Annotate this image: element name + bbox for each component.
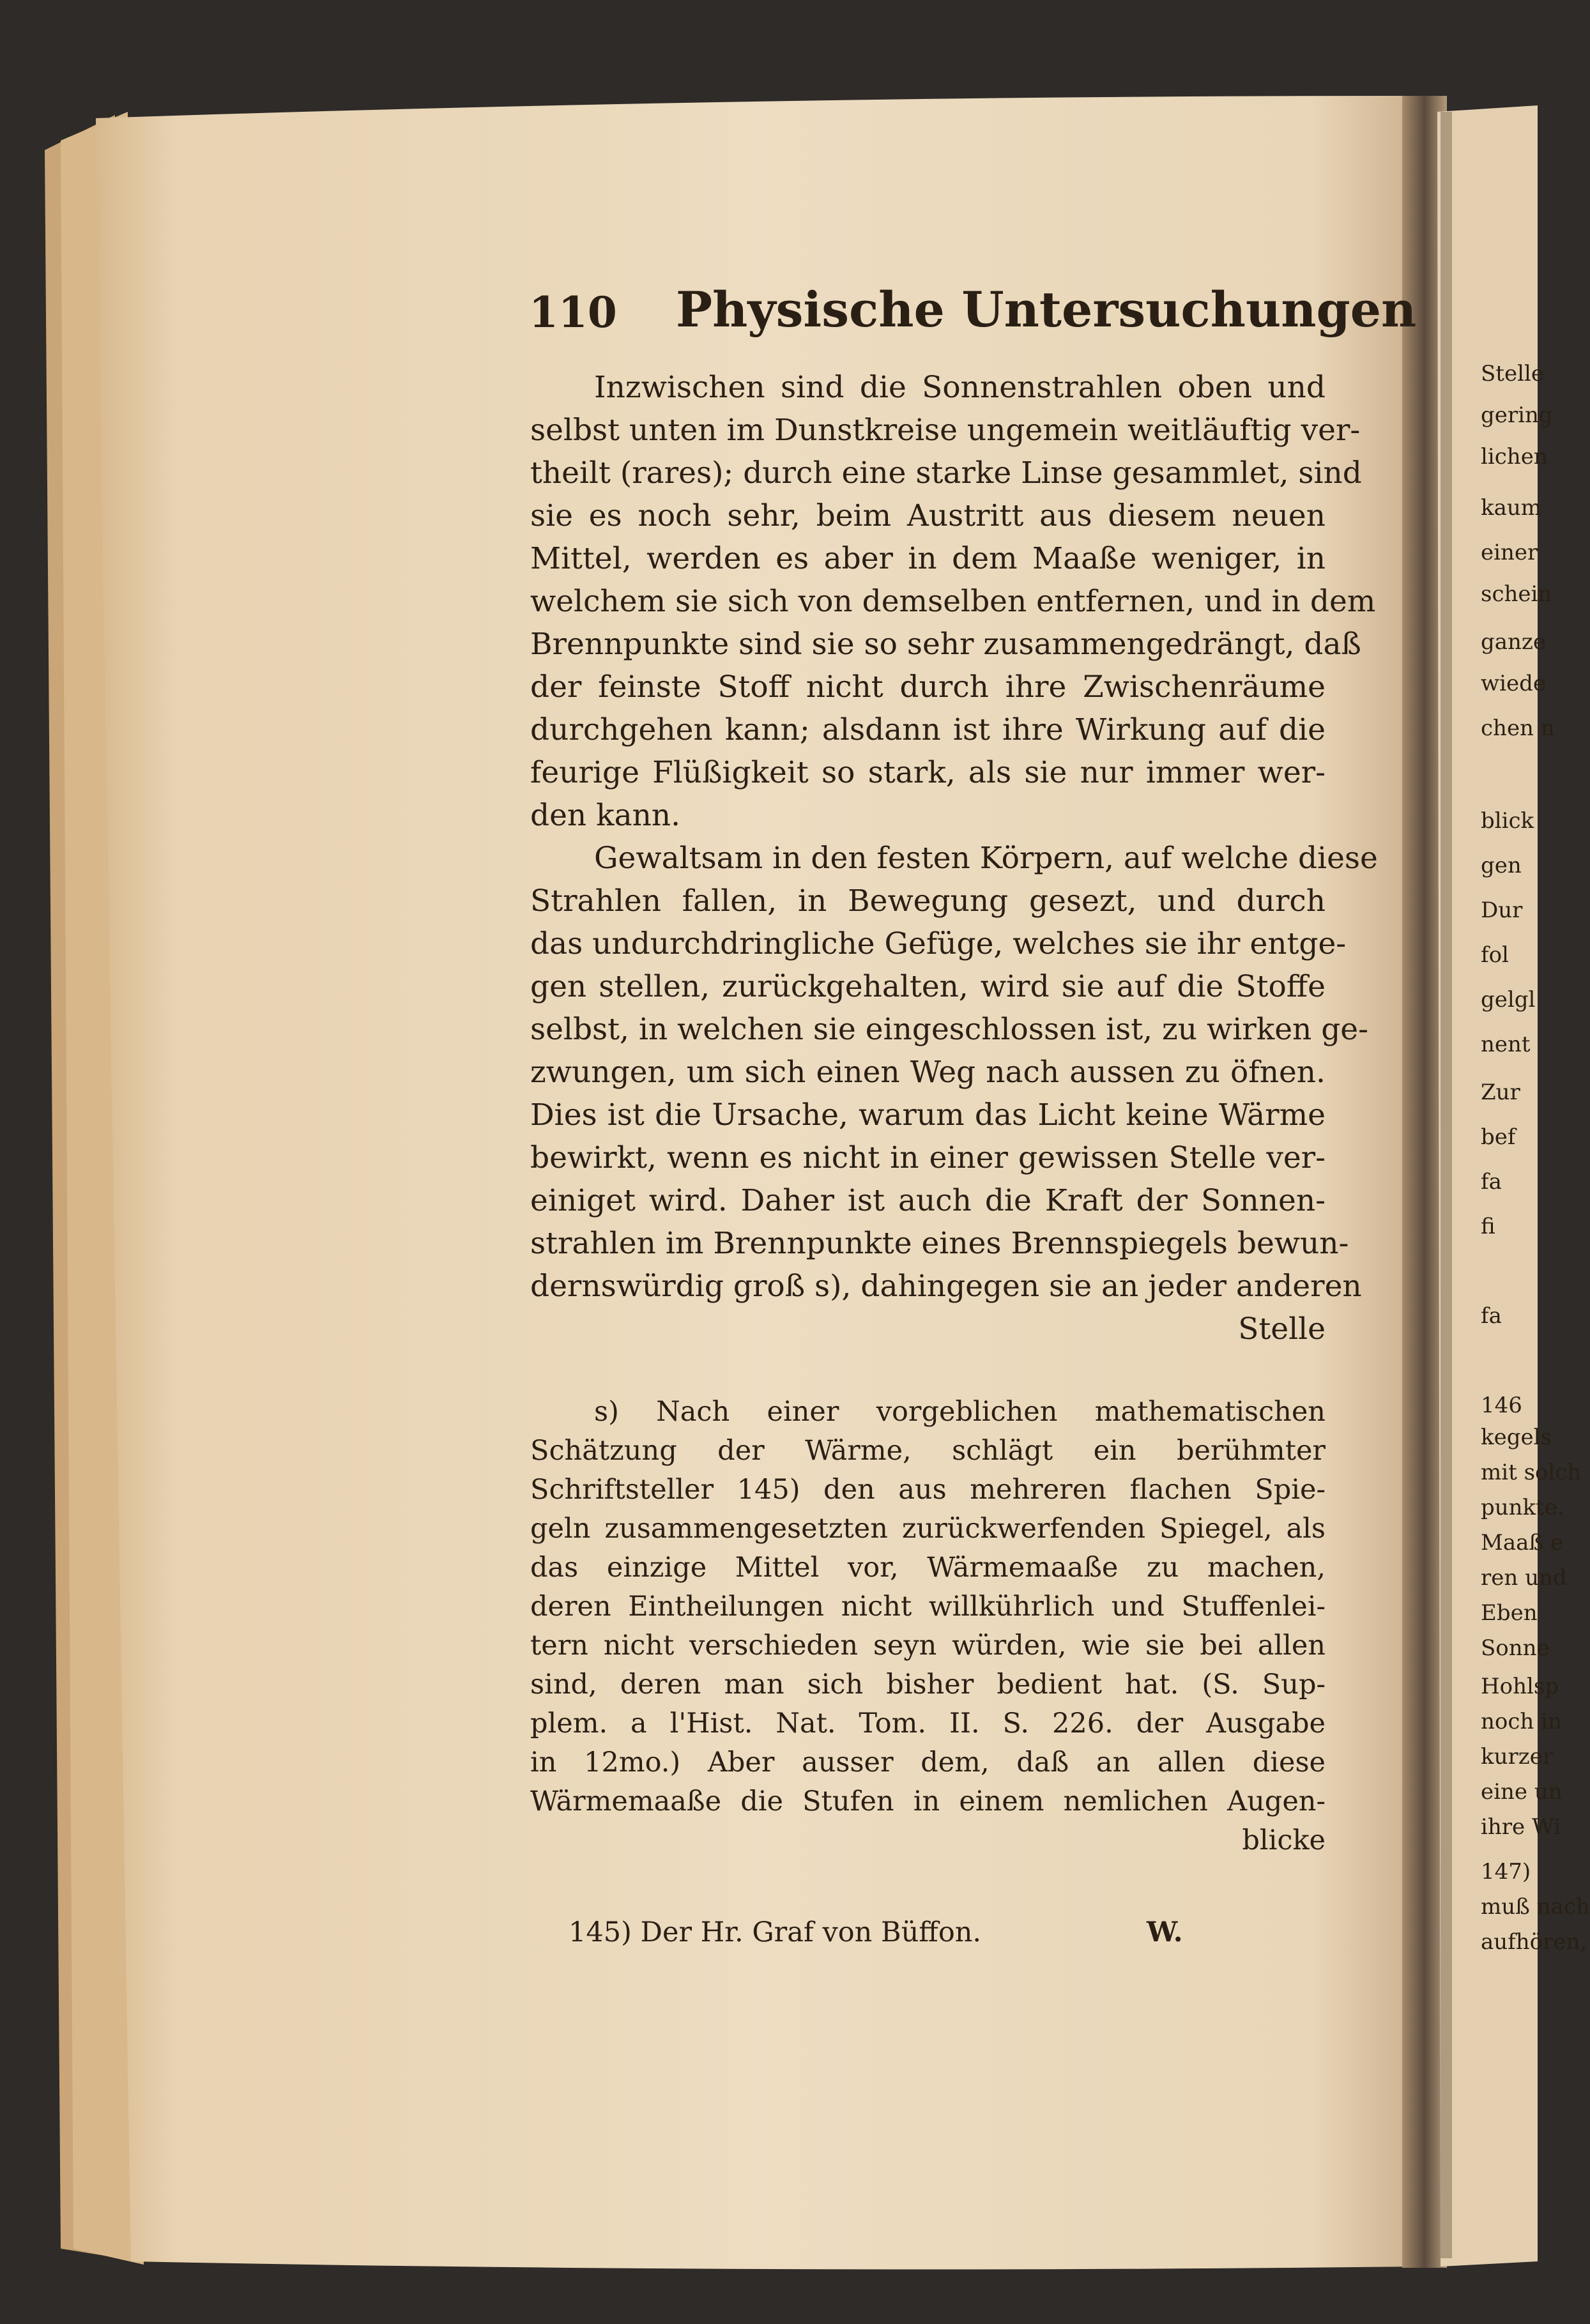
facing-word: schein [1481,581,1552,607]
text-line: den kann. [530,798,681,833]
facing-word: fa [1481,1303,1502,1329]
facing-word: gelgl [1481,987,1536,1013]
text-line: welchem sie sich von demselben entfernen, und in dem [530,584,1376,619]
footnote-line: deren Eintheilungen nicht willkührlich und Stuffenlei- [530,1591,1326,1623]
text-line: sie es noch sehr, beim Austritt aus diesem neuen [530,498,1326,533]
footnote-line: sind, deren man sich bisher bedient hat. (S. Sup- [530,1669,1326,1701]
text-line: Inzwischen sind die Sonnenstrahlen oben und [594,370,1326,405]
facing-word: nent [1481,1032,1531,1057]
footnote-line: Schätzung der Wärme, schlägt ein berühmter [530,1435,1326,1467]
facing-word: bef [1481,1124,1516,1150]
facing-word: wiede [1481,671,1546,696]
facing-word: Stelle [1481,361,1544,386]
footnote-line: Schriftsteller 145) den aus mehreren flachen Spie- [530,1474,1326,1506]
footnote-line: tern nicht verschieden seyn würden, wie sie bei allen [530,1630,1326,1662]
facing-word: blick [1481,808,1534,834]
facing-word: chen n [1481,715,1555,741]
text-line: theilt (rares); durch eine starke Linse gesammlet, sind [530,455,1362,491]
footnote-line: Wärmemaaße die Stufen in einem nemlichen Augen- [530,1785,1326,1817]
text-line: Mittel, werden es aber in dem Maaße weniger, in [530,541,1326,576]
text-line: Strahlen fallen, in Bewegung gesezt, und durch [530,883,1326,919]
bottom-footnote: 145) Der Hr. Graf von Büffon. [569,1916,982,1948]
text-line: bewirkt, wenn es nicht in einer gewissen Stelle ver- [530,1140,1326,1175]
facing-word: 147) [1481,1859,1531,1884]
footnote-line: das einzige Mittel vor, Wärmemaaße zu machen, [530,1552,1326,1584]
text-line: strahlen im Brennpunkte eines Brennspiegels bewun- [530,1226,1349,1261]
facing-word: fi [1481,1214,1495,1239]
footnote-line: geln zusammengesetzten zurückwerfenden Spiegel, als [530,1513,1326,1545]
facing-word: gen [1481,853,1522,878]
text-line: das undurchdringliche Gefüge, welches sie ihr entge- [530,926,1347,961]
facing-word: lichen [1481,444,1548,470]
facing-word: fa [1481,1169,1502,1195]
facing-word: Eben [1481,1600,1538,1626]
text-line: durchgehen kann; alsdann ist ihre Wirkung auf die [530,712,1326,747]
facing-word: ihre Wi [1481,1814,1561,1840]
facing-word: 146 [1481,1393,1522,1418]
facing-word: kaum [1481,495,1542,521]
text-line: einiget wird. Daher ist auch die Kraft der Sonnen- [530,1183,1326,1218]
signature-mark: W. [1147,1916,1183,1948]
catchword: Stelle [1238,1311,1326,1347]
text-line: feurige Flüßigkeit so stark, als sie nur immer wer- [530,755,1326,790]
footnote-catchword: blicke [1242,1824,1326,1856]
facing-word: muß nach [1481,1894,1590,1920]
footnote-line: in 12mo.) Aber ausser dem, daß an allen diese [530,1747,1326,1778]
facing-word: einer [1481,540,1538,565]
footnote-line: plem. a l'Hist. Nat. Tom. II. S. 226. der Ausgabe [530,1708,1326,1739]
text-line: selbst, in welchen sie eingeschlossen ist, zu wirken ge- [530,1012,1369,1047]
facing-word: gering [1481,402,1553,428]
facing-word: eine un [1481,1779,1563,1805]
facing-word: kegels [1481,1425,1552,1450]
footnote-line: s) Nach einer vorgeblichen mathematischen [594,1396,1326,1428]
text-line: gen stellen, zurückgehalten, wird sie auf die Stoffe [530,969,1326,1004]
facing-word: noch in [1481,1709,1562,1734]
text-line: Brennpunkte sind sie so sehr zusammengedrängt, daß [530,627,1361,662]
page-number: 110 [529,287,617,337]
text-line: dernswürdig groß s), dahingegen sie an jeder anderen [530,1269,1362,1304]
text-line: selbst unten im Dunstkreise ungemein weitläuftig ver- [530,413,1361,448]
facing-word: kurzer [1481,1744,1554,1770]
text-line: Dies ist die Ursache, warum das Licht keine Wärme [530,1097,1326,1133]
facing-word: fol [1481,942,1509,968]
facing-word: ganze [1481,629,1546,655]
facing-word: mit solch [1481,1460,1582,1485]
facing-word: Zur [1481,1080,1520,1105]
text-line: der feinste Stoff nicht durch ihre Zwischenräume [530,669,1326,705]
facing-word: aufhören, [1481,1929,1587,1955]
facing-word: Maaß e [1481,1530,1563,1556]
facing-word: Sonne [1481,1635,1550,1661]
running-title: Physische Untersuchungen [676,281,1417,338]
facing-word: ren und [1481,1565,1567,1591]
text-line: zwungen, um sich einen Weg nach aussen zu öfnen. [530,1055,1326,1090]
facing-word: Hohlsp [1481,1674,1559,1699]
facing-word: Dur [1481,898,1523,923]
text-line: Gewaltsam in den festen Körpern, auf welche diese [594,841,1378,876]
facing-word: punkte. [1481,1495,1564,1520]
